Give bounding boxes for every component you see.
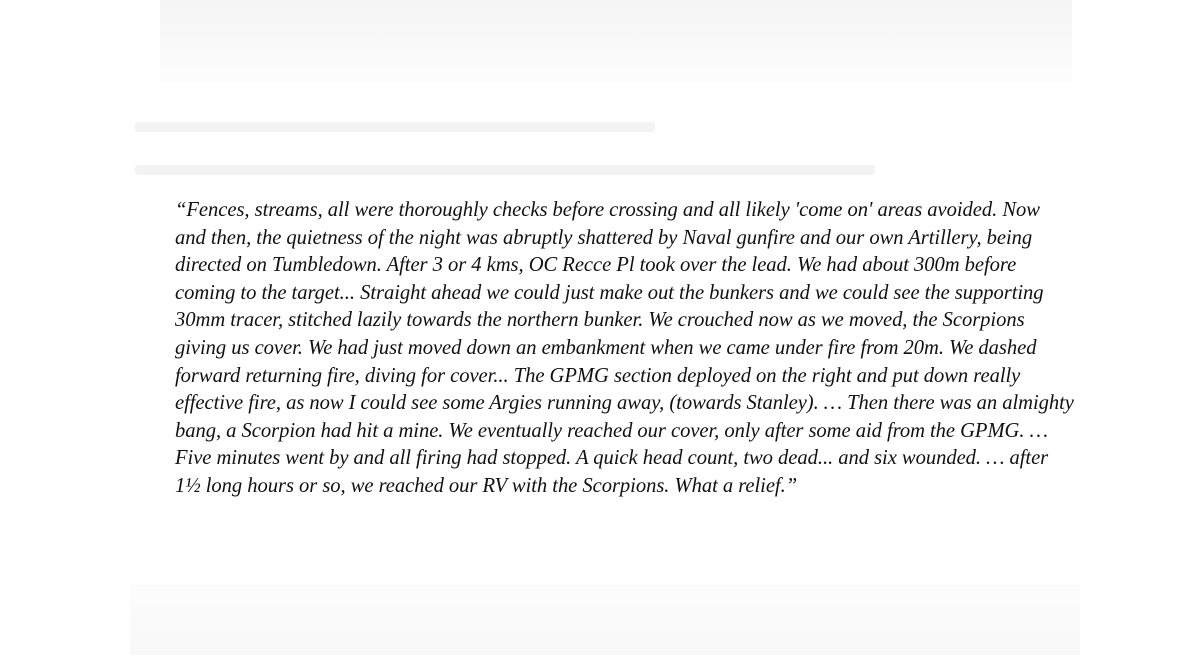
faded-background-line: [135, 122, 655, 132]
faded-background-footer: [130, 585, 1080, 655]
faded-background-image: [160, 0, 1072, 82]
quote-text: “Fences, streams, all were thoroughly checks before crossing and all likely 'come on' areas avoided. Now and then, the quietness of the night was abruptly shattered by Naval gunfire and our own Artillery, being directed on Tumbledown. After 3 or 4 kms, OC Recce Pl took over the lead. We had about 300m before coming to the target... Straight ahead we could just make out the bunkers and we could see the supporting 30mm tracer, stitched lazily towards the northern bunker. We crouched now as we moved, the Scorpions giving us cover. We had just moved down an embankment when we came under fire from 20m. We dashed forward returning fire, diving for cover... The GPMG section deployed on the right and put down really effective fire, as now I could see some Argies running away, (towards Stanley). … Then there was an almighty bang, a Scorpion had hit a mine. We eventually reached our cover, only after some aid from the GPMG. … Five minutes went by and all firing had stopped. A quick head count, two dead... and six wounded. … after 1½ long hours or so, we reached our RV with the Scorpions. What a relief.”: [175, 199, 1074, 497]
faded-background-line: [135, 165, 875, 175]
